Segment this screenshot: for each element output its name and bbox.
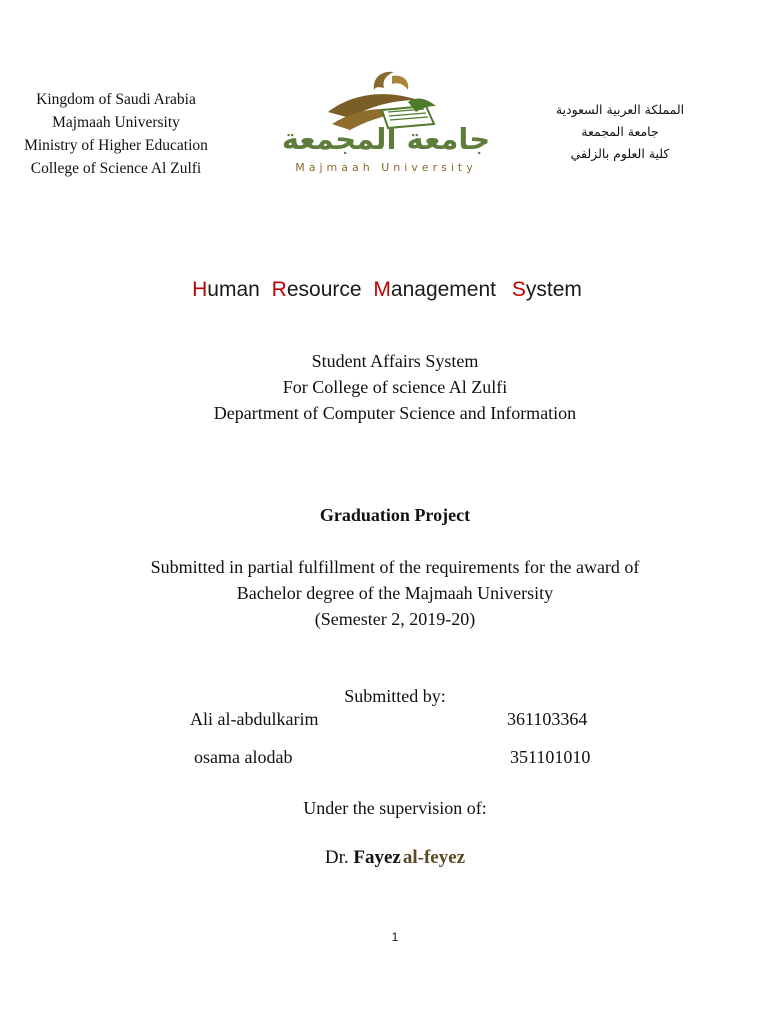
header-left-university: Majmaah University — [52, 114, 180, 131]
logo-english-name: Majmaah University — [295, 161, 477, 174]
subtitle-college: For College of science Al Zulfi — [282, 377, 508, 397]
supervisor-title: Dr. — [324, 847, 349, 868]
header-left-ministry: Ministry of Higher Education — [24, 137, 208, 154]
supervisor-last-name: al-feyez — [402, 847, 466, 868]
title-word: Resource — [271, 278, 362, 301]
submission-semester: (Semester 2, 2019-20) — [314, 609, 476, 629]
header-left-country: Kingdom of Saudi Arabia — [36, 91, 196, 108]
header-left-block — [5, 88, 227, 180]
subtitle-department: Department of Computer Science and Information — [213, 403, 577, 423]
header-right-college: كلية العلوم بالزلفي — [570, 146, 670, 161]
submission-line-1: Submitted in partial fulfillment of the requirements for the award of — [150, 557, 640, 577]
header-right-country: المملكة العربية السعودية — [555, 102, 685, 117]
document-title — [0, 278, 768, 302]
submitted-by-label: Submitted by: — [344, 686, 446, 706]
project-type-heading: Graduation Project — [319, 505, 471, 525]
subtitle-system: Student Affairs System — [311, 351, 479, 371]
title-word: Human — [192, 278, 260, 301]
member-id: 351101010 — [510, 747, 591, 767]
page-number: 1 — [391, 930, 399, 944]
submission-line-2: Bachelor degree of the Majmaah University — [236, 583, 554, 603]
member-id: 361103364 — [507, 709, 588, 729]
submission-statement — [0, 554, 768, 632]
university-logo — [276, 66, 492, 178]
header-right-university: جامعة المجمعة — [581, 124, 659, 139]
header-right-block — [540, 99, 700, 165]
header-left-college: College of Science Al Zulfi — [30, 160, 202, 177]
member-name: osama alodab — [194, 747, 293, 767]
supervisor-name — [0, 845, 768, 871]
supervisor-first-name: Fayez — [353, 847, 401, 868]
member-name: Ali al-abdulkarim — [190, 709, 319, 729]
logo-arabic-name: جامعة المجمعة — [281, 122, 491, 156]
title-word: System — [511, 278, 582, 301]
title-word: Management — [373, 278, 496, 301]
supervision-label: Under the supervision of: — [303, 798, 487, 818]
subtitle-block — [0, 348, 768, 426]
